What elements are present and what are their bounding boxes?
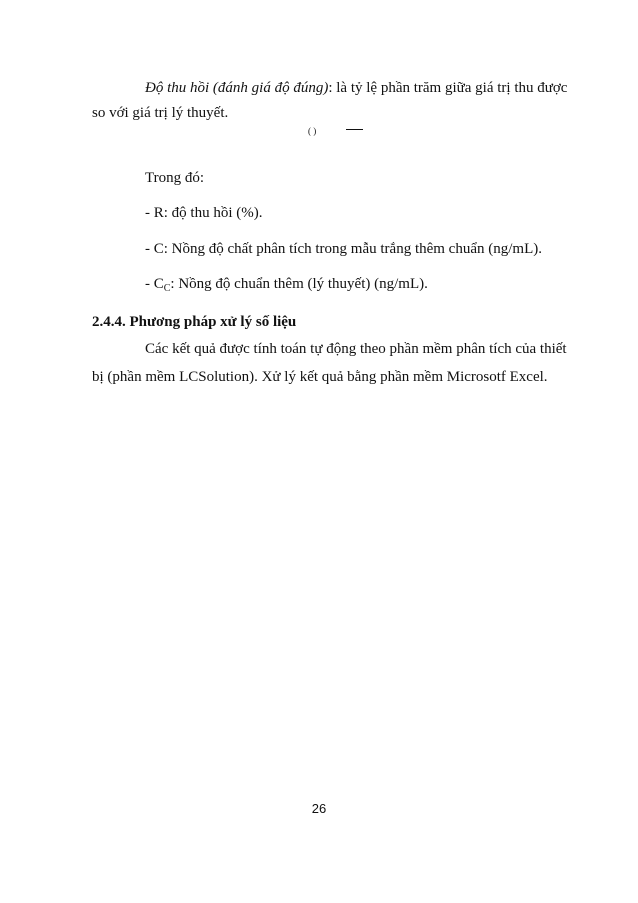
recovery-definition-text: : là tỷ lệ phần trăm giữa giá trị thu được	[328, 80, 568, 96]
section-heading: 2.4.4. Phương pháp xử lý số liệu	[92, 314, 297, 330]
section-paragraph-line-1: Các kết quả được tính toán tự động theo phần mềm phân tích của thiết	[145, 341, 567, 357]
recovery-definition-line-1	[145, 79, 567, 97]
section-paragraph-line-2: bị (phần mềm LCSolution). Xử lý kết quả bằng phần mềm Microsotf Excel.	[92, 369, 548, 385]
where-heading: Trong đó:	[145, 170, 205, 186]
c-definition: - C: Nồng độ chất phân tích trong mẫu trắng thêm chuẩn (ng/mL).	[145, 241, 542, 257]
r-definition: - R: độ thu hồi (%).	[145, 205, 263, 221]
cc-subscript: C	[163, 283, 171, 294]
recovery-term: Độ thu hồi (đánh giá độ đúng)	[145, 80, 329, 96]
cc-text: : Nồng độ chuẩn thêm (lý thuyết) (ng/mL).	[170, 276, 428, 292]
formula-fraction-bar	[346, 129, 363, 130]
formula-parentheses: ( )	[308, 126, 317, 136]
cc-definition	[145, 275, 428, 293]
page-number: 26	[311, 801, 327, 816]
recovery-definition-line-2: so với giá trị lý thuyết.	[92, 105, 229, 121]
cc-symbol: - C	[145, 276, 164, 292]
